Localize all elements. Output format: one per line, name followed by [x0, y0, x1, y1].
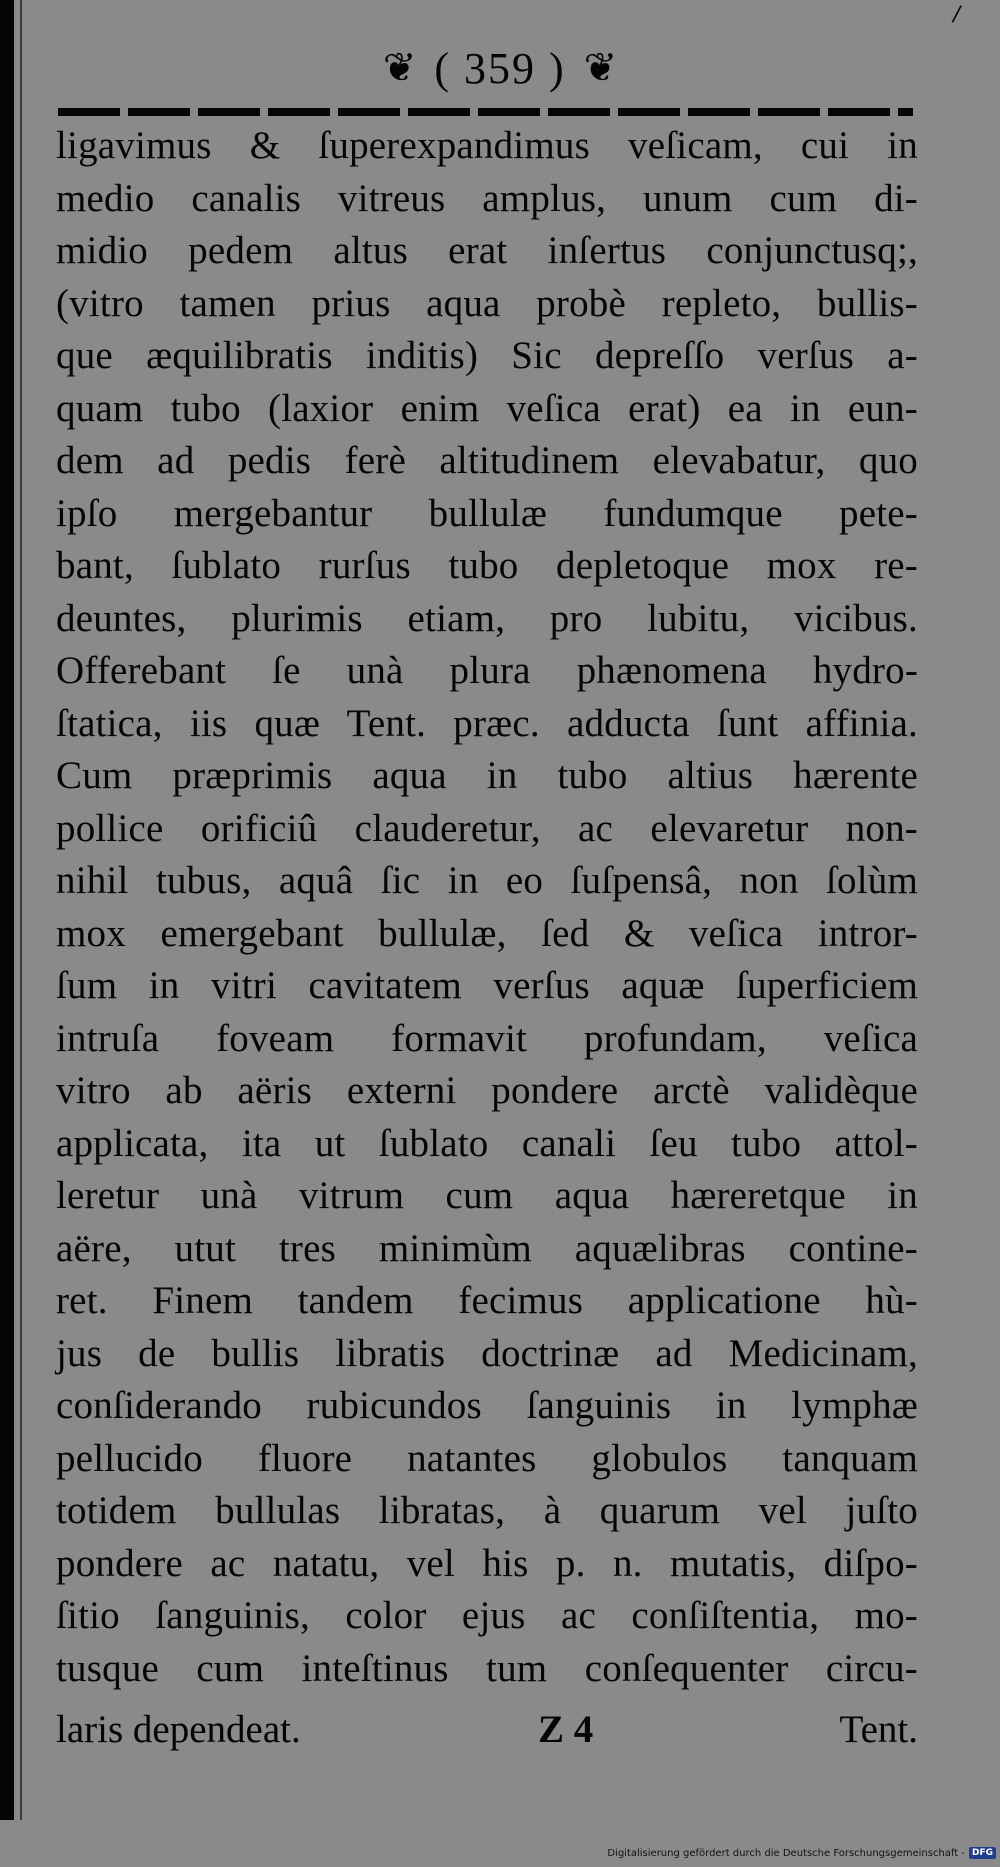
text-line: medio canalis vitreus amplus, unum cum di- [56, 176, 918, 220]
text-line: dem ad pedis ferè altitudinem elevabatur, quo [56, 439, 918, 482]
text-line: midio pedem altus erat inſertus conjunctusq;, [56, 229, 918, 272]
text-line: pollice orificiû clauderetur, ac elevaretur non- [56, 806, 918, 850]
footer-credit: Digitalisierung gefördert durch die Deutsche Forschungsgemeinschaft - [607, 1847, 965, 1859]
text-line: ligavimus & ſuperexpandimus veſicam, cui in [56, 124, 918, 167]
body-text [56, 120, 918, 1695]
text-line: applicata, ita ut ſublato canali ſeu tubo attol- [56, 1121, 918, 1165]
text-line: leretur unà vitrum cum aqua hæreretque in [56, 1174, 918, 1217]
scan-gutter-line [20, 0, 22, 1820]
text-line: totidem bullulas libratas, à quarum vel juſto [56, 1489, 918, 1532]
text-line: conſiderando rubicundos ſanguinis in lymphæ [56, 1384, 918, 1427]
text-line: ſitio ſanguinis, color ejus ac conſiſtentia, mo- [56, 1594, 918, 1637]
text-line: Cum præprimis aqua in tubo altius hærente [56, 754, 918, 797]
catchword: Tent. [839, 1708, 918, 1751]
header-rule [58, 108, 913, 116]
last-line [56, 1702, 918, 1758]
text-line: (vitro tamen prius aqua probè repleto, bullis- [56, 281, 918, 325]
dfg-logo-icon: DFG [969, 1847, 996, 1859]
page-header [0, 38, 1000, 98]
text-line: deuntes, plurimis etiam, pro lubitu, vicibus. [56, 596, 918, 640]
text-line: jus de bullis libratis doctrinæ ad Medicinam, [56, 1331, 918, 1375]
corner-mark: / [950, 1, 963, 28]
page-number: ( 359 ) [434, 43, 566, 93]
signature-mark: Z 4 [538, 1708, 594, 1751]
text-line: ſum in vitri cavitatem verſus aquæ ſuperficiem [56, 964, 918, 1007]
ornament-right-icon: ❦ [583, 45, 618, 91]
text-line: aëre, utut tres minimùm aquælibras contine- [56, 1226, 918, 1270]
text-line: nihil tubus, aquâ ſic in eo ſuſpensâ, non ſolùm [56, 859, 918, 902]
text-line: intruſa foveam formavit profundam, veſica [56, 1016, 918, 1060]
text-line: pondere ac natatu, vel his p. n. mutatis, diſpo- [56, 1541, 918, 1585]
scan-left-edge [0, 0, 14, 1820]
text-line: vitro ab aëris externi pondere arctè validèque [56, 1069, 918, 1112]
digitization-footer [607, 1845, 996, 1861]
text-line: quam tubo (laxior enim veſica erat) ea in eun- [56, 386, 918, 430]
ornament-left-icon: ❦ [382, 45, 417, 91]
text-line: Offerebant ſe unà plura phænomena hydro- [56, 649, 918, 692]
text-line: ipſo mergebantur bullulæ fundumque pete- [56, 491, 918, 535]
final-text: laris dependeat. [56, 1708, 301, 1751]
text-line: pellucido fluore natantes globulos tanquam [56, 1436, 918, 1480]
text-line: que æquilibratis inditis) Sic depreſſo verſus a- [56, 334, 918, 377]
text-line: ſtatica, iis quæ Tent. præc. adducta ſunt affinia. [56, 701, 918, 745]
text-line: tusque cum inteſtinus tum conſequenter circu- [56, 1646, 918, 1690]
text-line: bant, ſublato rurſus tubo depletoque mox re- [56, 544, 918, 587]
text-line: mox emergebant bullulæ, ſed & veſica intror- [56, 911, 918, 955]
text-line: ret. Finem tandem fecimus applicatione hù- [56, 1279, 918, 1322]
